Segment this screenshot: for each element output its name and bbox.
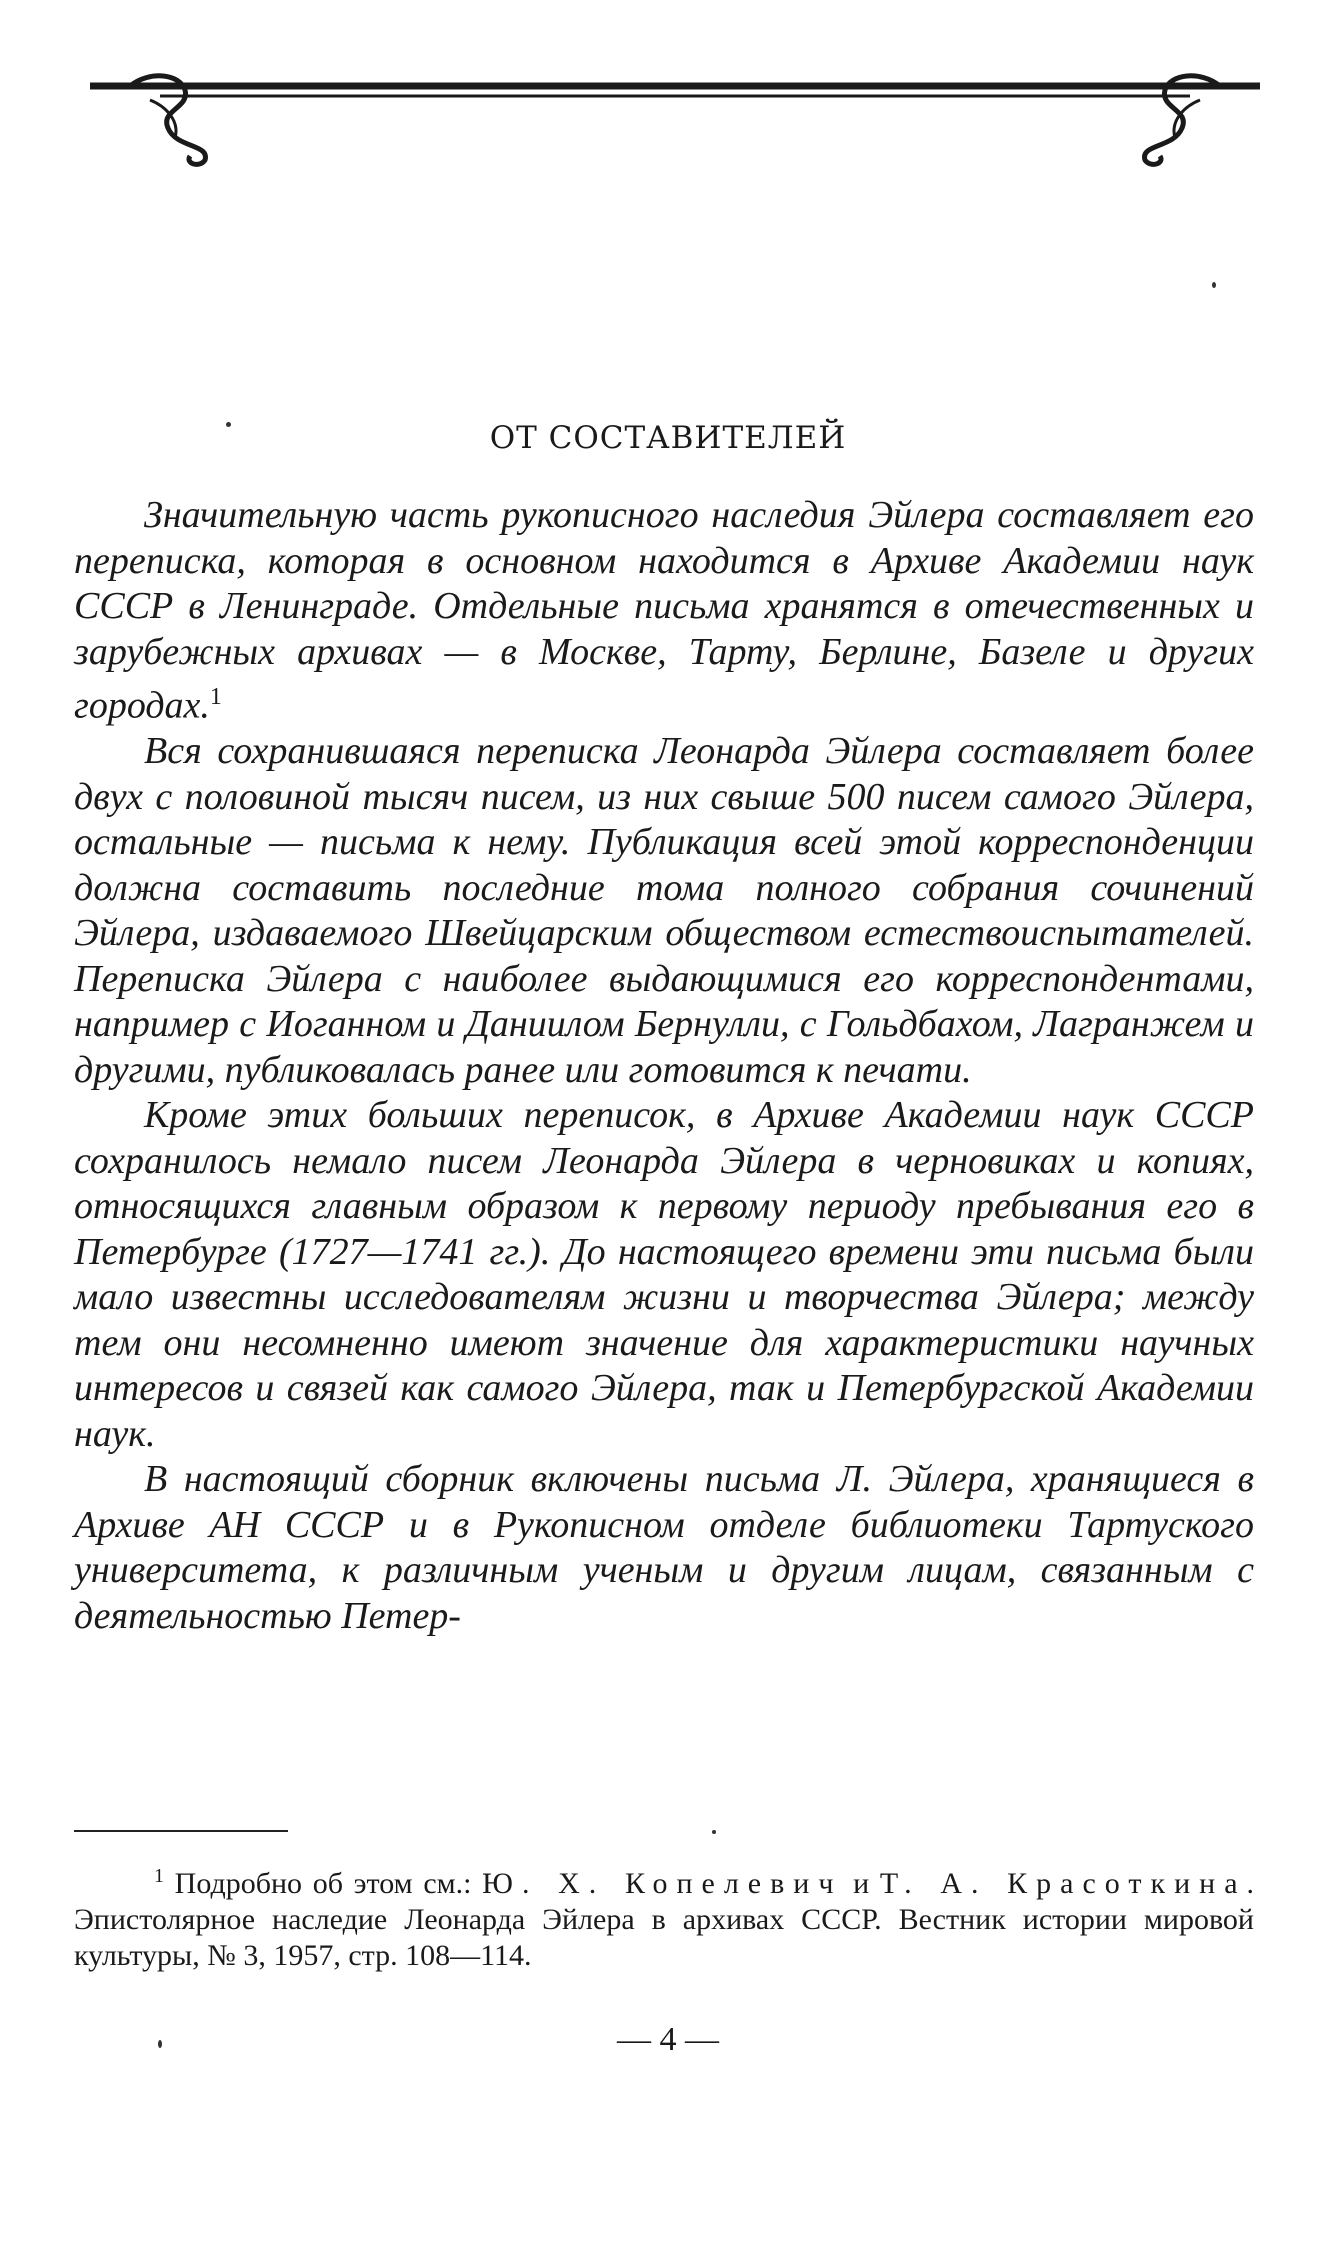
- paragraph-text: Значительную часть рукописного наследия Эйлера составляет его переписка, которая в основном находится в Архиве Академии наук СССР в Ленинграде. Отдельные письма хранятся в отечественных и зарубежных архивах — в Москве, Тарту, Берлине, Базеле и других городах.: [74, 494, 1254, 727]
- paragraph: Вся сохранившаяся переписка Леонарда Эйлера составляет более двух с половиной тысяч писем, из них свыше 500 писем самого Эйлера, остальные — письма к нему. Публикация всей этой корреспонденции должна составить последние тома полного собрания сочинений Эйлера, издаваемого Швейцарским обществом естествоиспытателей. Переписка Эйлера с наиболее выдающимися его корреспондентами, например с Иоганном и Даниилом Бернулли, с Гольдбахом, Лагранжем и другими, публиковалась ранее или готовится к печати.: [74, 730, 1254, 1091]
- body-text: [74, 493, 1254, 1639]
- page-title: ОТ СОСТАВИТЕЛЕЙ: [489, 420, 847, 456]
- footnote-text: [74, 1858, 1254, 1974]
- footnote-divider: [74, 1830, 288, 1832]
- footnote-lead: Подробно об этом см.:: [174, 1867, 472, 1900]
- footnote-ref: 1: [209, 684, 222, 710]
- footnote-rest: . Эпистолярное наследие Леонарда Эйлера в архивах СССР. Вестник истории мировой культуры, № 3, 1957, стр. 108—114.: [74, 1867, 1255, 1972]
- footnote-author: Ю. Х. Копелевич: [482, 1867, 843, 1900]
- paragraph: [74, 493, 1254, 729]
- footnote-marker: 1: [154, 1865, 164, 1887]
- print-speck: [712, 1830, 716, 1834]
- paragraph: Кроме этих больших переписок, в Архиве Академии наук СССР сохранилось немало писем Леонарда Эйлера в черновиках и копиях, относящихся главным образом к первому периоду пребывания его в Петербурге (1727—1741 гг.). До настоящего времени эти письма были мало известны исследователям жизни и творчества Эйлера; между тем они несомненно имеют значение для характеристики научных интересов и связей как самого Эйлера, так и Петербургской Академии наук.: [74, 1094, 1254, 1455]
- paragraph: В настоящий сборник включены письма Л. Эйлера, хранящиеся в Архиве АН СССР и в Рукописном отделе библиотеки Тартуского университета, к различным ученым и другим лицам, связанным с деятельностью Петер-: [74, 1458, 1254, 1637]
- footnote-conj: и: [853, 1867, 870, 1900]
- print-speck: [1212, 282, 1216, 288]
- footnote: [74, 1858, 1254, 1974]
- header-ornament-icon: [90, 60, 1260, 170]
- footnote-author: Т. А. Красоткина: [879, 1867, 1247, 1900]
- page-number: — 4 —: [617, 2021, 719, 2058]
